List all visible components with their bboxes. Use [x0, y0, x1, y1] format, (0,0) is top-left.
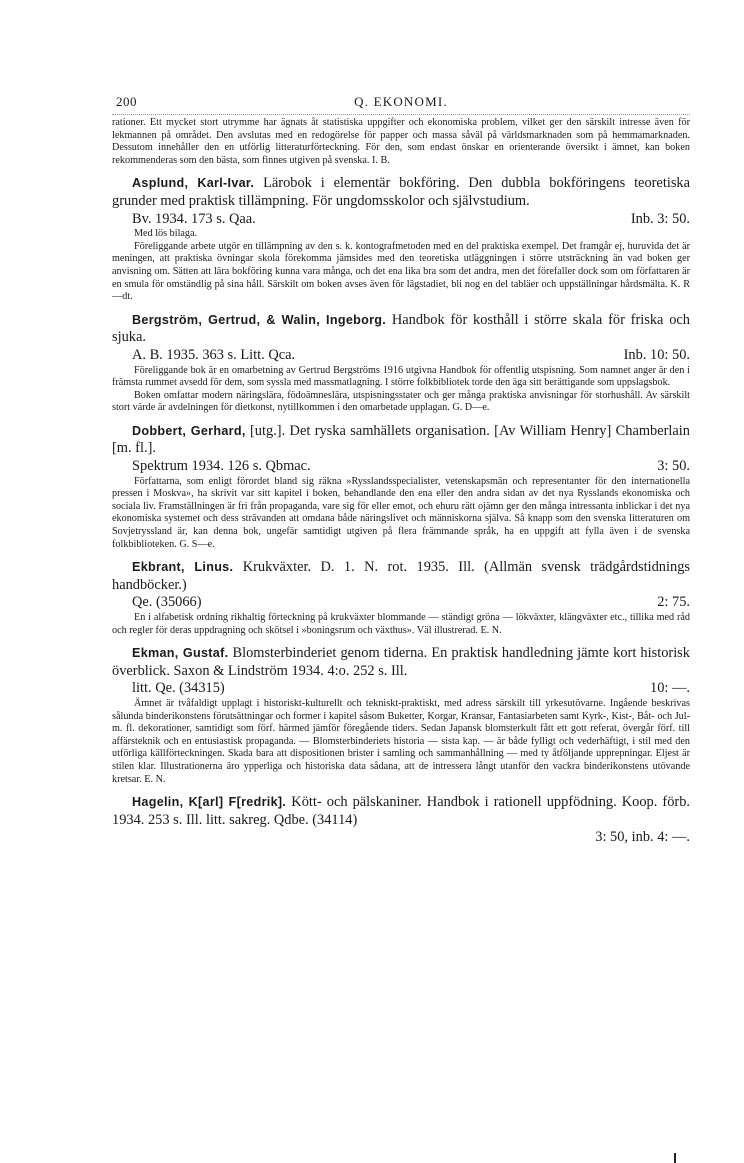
entry-review: Ämnet är tvåfaldigt upplagt i historiskt-kulturellt och tekniskt-praktiskt, med adress särskilt till yrkesutövarne. Ingående beskrivas sålunda binderikonstens förutsättningar och former i kapitel såsom Buketter, Korgar, Kransar, Fantasiarbeten samt Kyrk-, Kist-, Båt- och Jul- m. fl. dekorationer, samtidigt som förf. härmed jämför föregående tiders. Sedan Japansk blomsterkult fått ett gott referat, övergår förf. till affärsteknik och en entusiastisk propaganda. — Blomsterbinderiets historia — sista kap. — är både fylligt och vederhäftigt, i stil med den utförliga källförteckningen. Skada bara att dispositionen brister i samling och sammanhållning — med ty åtföljande upprepningar. Eljest är stilen klar. Illustrationerna äro ypperliga och historiska data sådana, att de intressera långt utanför den vackra binderikonstens utövande kretsar. E. N. [112, 697, 690, 785]
entry-author: Bergström, Gertrud, & Walin, Ingeborg. [132, 312, 387, 327]
entry-title: Handbok för kosthåll i större skala för friska och sjuka. [112, 311, 690, 346]
section-title: Q. EKONOMI. [354, 94, 448, 109]
entry-heading [112, 645, 690, 698]
entry-price: 3: 50, inb. 4: —. [595, 829, 690, 846]
entry-ekbrant [112, 559, 690, 637]
entry-title: Blomsterbinderiet genom tiderna. En praktisk handledning jämte kort historisk överblick. Saxon & Lindström 1934. 4:o. 252 s. Ill. [112, 645, 690, 679]
entry-heading [112, 312, 690, 365]
running-header [112, 92, 690, 115]
entry-biblio: Bv. 1934. 173 s. Qaa. [132, 210, 256, 227]
entry-review: Föreliggande arbete utgör en tillämpning av den s. k. kontografmetoden med en del praktiska exempel. Det framgår ej, huruvida det är meningen, att praktiska övningar skola förekomma jämsides med den teoretiska utläggningen i större utsträckning än vad boken ger anvisning om. Sätten att lära bokföring kunna vara många, och det ena lika bra som det andra, men det förefaller dock som om författaren är en smula för omständlig på sina håll. Särskilt om boken avses även för lägstadiet, bli nog en del tabläer och uppställningar hårdsmälta. K. R—dt. [112, 240, 690, 303]
entry-author: Ekman, Gustaf. [132, 646, 229, 661]
entry-title: [utg.]. Det ryska samhällets organisation. [Av William Henry] Chamberlain [m. fl.]. [112, 422, 690, 457]
entry-author: Dobbert, Gerhard, [132, 423, 246, 438]
scan-edge-mark [674, 1153, 676, 1163]
entry-price-line [112, 829, 690, 847]
entry-price: 10: —. [650, 680, 690, 697]
entry-price: 2: 75. [657, 594, 690, 611]
entry-price: 3: 50. [657, 458, 690, 475]
page [112, 92, 690, 847]
entry-heading [112, 423, 690, 476]
entry-biblio: A. B. 1935. 363 s. Litt. Qca. [132, 346, 296, 363]
entry-author: Hagelin, K[arl] F[redrik]. [132, 795, 287, 810]
entry-bergstrom [112, 312, 690, 415]
entry-review: En i alfabetisk ordning rikhaltig förteckning på krukväxter blommande — ständigt gröna — lökväxter, klängväxter etc., tillika med råd och regler för deras uppdragning och skötsel i »boningsrum och växthus». Väl illustrerad. E. N. [112, 612, 690, 636]
page-number: 200 [116, 94, 137, 109]
entry-ekman [112, 645, 690, 786]
entry-heading [112, 175, 690, 228]
entry-price: Inb. 10: 50. [623, 346, 690, 363]
entry-review: Boken omfattar modern näringslära, födoämneslära, utspisningsstater och ger många praktiska anvisningar för storhushåll. Av särskilt stort värde är avdelningen för dietkonst, nytillkommen i den omarbetade upplagan. G. D—e. [112, 389, 690, 414]
entry-review: Föreliggande bok är en omarbetning av Gertrud Bergströms 1916 utgivna Handbok för offentlig utspisning. Som namnet anger är den i främsta rummet avsedd för dem, som syssla med massmatlagning. I större folkbibliotek torde den äga sitt berättigande som uppslagsbok. [112, 364, 690, 389]
entry-author: Ekbrant, Linus. [132, 560, 234, 575]
entry-asplund [112, 175, 690, 303]
entry-note: Med lös bilaga. [134, 228, 198, 240]
entry-biblio: Spektrum 1934. 126 s. Qbmac. [132, 458, 311, 475]
entry-biblio: litt. Qe. (34315) [132, 680, 225, 697]
entry-title: Lärobok i elementär bokföring. Den dubbla bokföringens teoretiska grunder med praktisk tillämpning. För ungdomsskolor och självstudium. [112, 175, 691, 209]
entry-title: Kött- och pälskaniner. Handbok i rationell uppfödning. Koop. förb. 1934. 253 s. Ill. litt. sakreg. Qdbe. (34114) [112, 794, 690, 828]
entry-review: Författarna, som enligt förordet bland sig räkna »Rysslandsspecialister, vetenskapsmän och representanter för den internationella pressen i Moskva», ha skrivit var sitt kapitel i boken, behandlande den ena eller den andra sidan av det nya Rysslands ekonomiska och sociala liv. Framställningen är fri från propaganda, vare sig för eller emot, och ehuru rätt ojämn ger den många intressanta inblickar i det nya ekonomiska systemet och dess strävanden att omdana både näringslivet och människorna själva. Så knapp som den svenska litteraturen om Sovjetryssland är, kan denna bok, ungefär samtidigt utgiven på flera främmande språk, ha en uppgift att fylla även i de svenska folkbiblioteken. G. S—e. [112, 475, 690, 550]
entry-dobbert [112, 423, 690, 551]
entry-heading [112, 559, 690, 612]
entry-price: Inb. 3: 50. [630, 210, 690, 227]
entry-biblio: Qe. (35066) [132, 594, 202, 611]
entry-hagelin [112, 794, 690, 847]
intro-text: rationer. Ett mycket stort utrymme har ägnats åt statistiska uppgifter och ekonomiska problem, vilket ger den särskilt intresse även för lekmannen på området. Den avslutas med en redogörelse för papper och massa såväl på världsmarknaden som på hemmamarknaden. Dessutom innehåller den en utförlig litteraturförteckning. För den, som endast önskar en orienterande översikt i ämnet, kan boken rekommenderas som den bästa, som finnes utgiven på svenska. I. B. [112, 117, 690, 166]
entry-author: Asplund, Karl-Ivar. [132, 176, 255, 191]
entry-heading [112, 794, 690, 829]
entry-title: Krukväxter. D. 1. N. rot. 1935. Ill. (Allmän svensk trädgårdstidnings handböcker.) [112, 559, 690, 593]
